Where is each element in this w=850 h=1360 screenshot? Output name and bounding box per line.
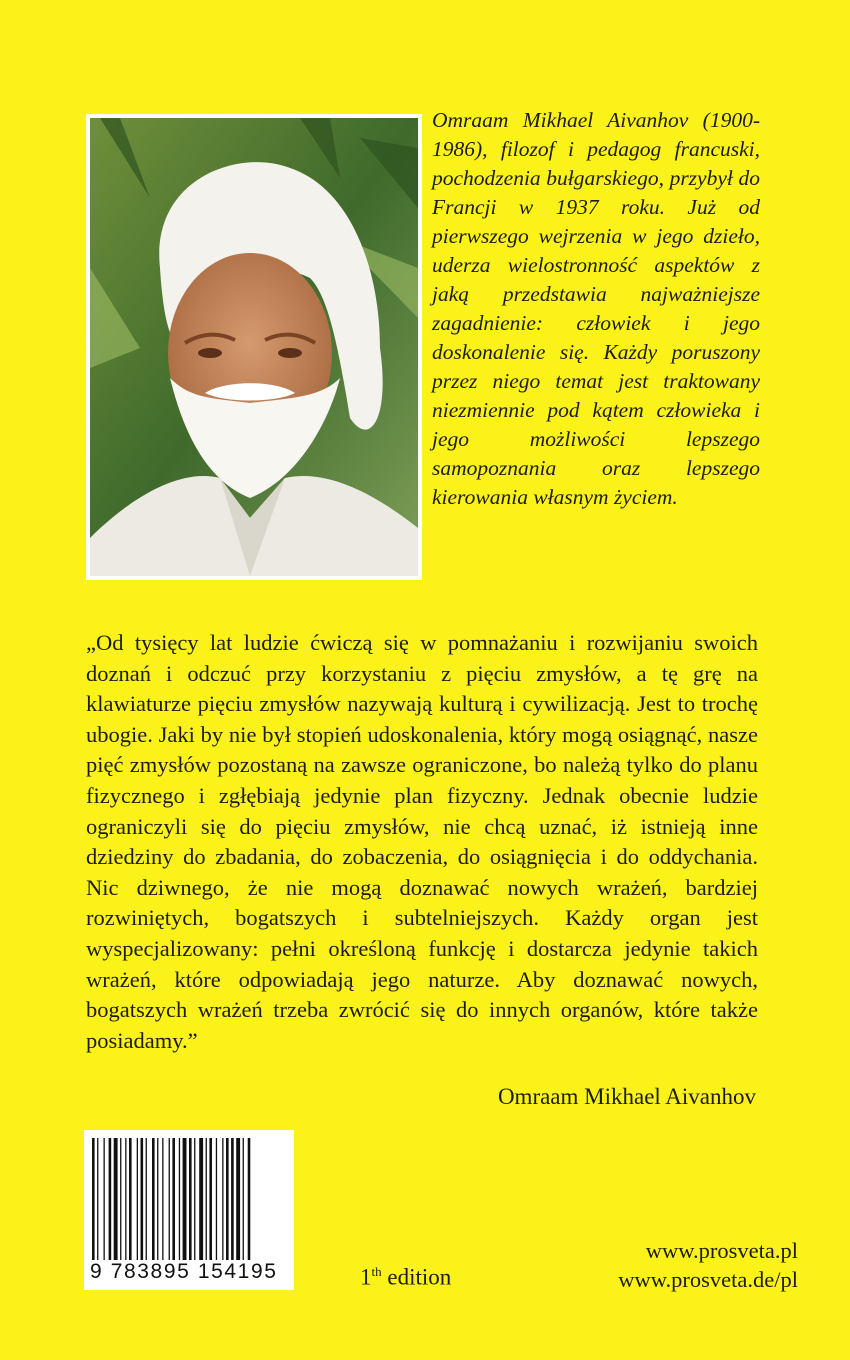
barcode-bar — [129, 1138, 132, 1260]
barcode-bar — [169, 1138, 170, 1260]
barcode-bar — [183, 1138, 187, 1260]
barcode-bar — [194, 1138, 195, 1260]
barcode-bar — [222, 1138, 223, 1260]
barcode-bar — [97, 1138, 98, 1260]
barcode-bar — [236, 1138, 240, 1260]
website-link-pl[interactable]: www.prosveta.pl — [645, 1238, 798, 1263]
edition-number: 1 — [360, 1264, 372, 1290]
barcode-bar — [152, 1138, 155, 1260]
barcode-bar — [162, 1138, 163, 1260]
barcode-bar — [141, 1138, 144, 1260]
edition-text: edition — [387, 1264, 452, 1290]
isbn-barcode — [84, 1130, 294, 1290]
edition-label — [360, 1264, 451, 1291]
barcode-bar — [199, 1138, 203, 1260]
barcode-bar — [243, 1138, 244, 1260]
quote-author: Omraam Mikhael Aivanhov — [497, 1084, 756, 1109]
publisher-links — [618, 1236, 798, 1294]
barcode-bar — [216, 1138, 217, 1260]
barcode-bar — [92, 1138, 95, 1260]
author-photo — [86, 114, 422, 580]
barcode-bar — [189, 1138, 192, 1260]
barcode-bar — [157, 1138, 158, 1260]
website-link-de[interactable]: www.prosveta.de/pl — [618, 1267, 798, 1292]
edition-suffix: th — [371, 1264, 382, 1279]
barcode-bar — [231, 1138, 234, 1260]
barcode-bar — [125, 1138, 126, 1260]
barcode-bar — [248, 1138, 251, 1260]
barcode-bar — [137, 1138, 138, 1260]
barcode-bar — [179, 1138, 180, 1260]
back-cover-quote: „Od tysięcy lat ludzie ćwiczą się w pomnażaniu i rozwijaniu swoich doznań i odczuć przy korzystaniu z pięciu zmysłów, a tę grę na klawiaturze pięciu zmysłów nazywają kulturą i cywilizacją. Jest to trochę ubogie. Jaki by nie był stopień udoskonalenia, który mogą osiągnąć, nasze pięć zmysłów pozostaną na zawsze ograniczone, bo należą tylko do planu fizycznego i zgłębiają jedynie plan fizyczny. Jednak obecnie ludzie ograniczyli się do pięciu zmysłów, nie chcą uznać, iż istnieją inne dziedziny do zbadania, do zobaczenia, do osiągnięcia i do oddychania. Nic dziwnego, że nie mogą doznawać nowych wrażeń, bardziej rozwiniętych, bogatszych i subtelniejszych. Każdy organ jest wyspecjalizowany: pełni określoną funkcję i dostarcza jedynie takich wrażeń, które odpowiadają jego naturze. Aby doznawać nowych, bogatszych wrażeń trzeba zwrócić się do innych organów, które także posiadamy.” — [86, 630, 758, 1053]
isbn-number: 9 783895 154195 — [90, 1260, 278, 1283]
barcode-bar — [104, 1138, 105, 1260]
author-bio: Omraam Mikhael Aivanhov (1900-1986), filozof i pedagog francuski, pochodzenia bułgarskiego, przybył do Francji w 1937 roku. Już od pierwszego wejrzenia w jego dzieło, uderza wielostronność aspektów z jaką przedstawia najważniejsze zagadnienie: człowiek i jego doskonalenie się. Każdy poruszony przez niego temat jest traktowany niezmiennie pod kątem człowieka i jego możliwości lepszego samopoznania oraz lepszego kierowania własnym życiem. — [432, 108, 760, 509]
author-portrait-image — [90, 118, 418, 576]
barcode-bar — [109, 1138, 112, 1260]
barcode-bar — [209, 1138, 212, 1260]
barcode-bars — [90, 1138, 288, 1260]
barcode-bar — [172, 1138, 175, 1260]
barcode-bar — [114, 1138, 118, 1260]
barcode-bar — [120, 1138, 121, 1260]
barcode-bar — [146, 1138, 147, 1260]
barcode-bar — [206, 1138, 207, 1260]
barcode-bar — [226, 1138, 229, 1260]
